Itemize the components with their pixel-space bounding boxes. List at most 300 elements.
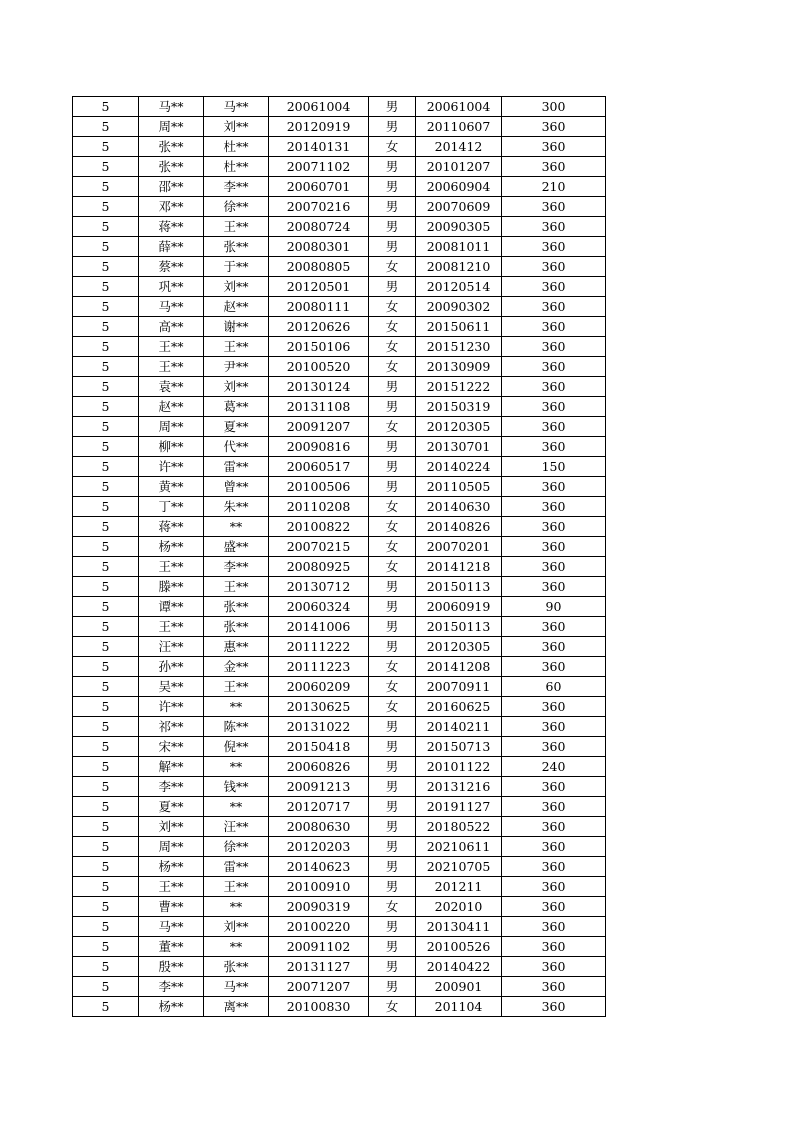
date-a-cell: 20140623 bbox=[269, 857, 369, 877]
table-row bbox=[73, 277, 606, 297]
amount-cell: 360 bbox=[502, 897, 606, 917]
grade-cell: 5 bbox=[73, 957, 139, 977]
date-b-cell: 20180522 bbox=[416, 817, 502, 837]
grade-cell: 5 bbox=[73, 597, 139, 617]
guardian-name-cell: 王** bbox=[204, 877, 269, 897]
grade-cell: 5 bbox=[73, 397, 139, 417]
date-a-cell: 20070216 bbox=[269, 197, 369, 217]
date-b-cell: 20070201 bbox=[416, 537, 502, 557]
table-row bbox=[73, 857, 606, 877]
date-b-cell: 20210611 bbox=[416, 837, 502, 857]
guardian-name-cell: 马** bbox=[204, 97, 269, 117]
date-b-cell: 20140224 bbox=[416, 457, 502, 477]
student-name-cell: 赵** bbox=[139, 397, 204, 417]
table-row bbox=[73, 257, 606, 277]
date-b-cell: 20130411 bbox=[416, 917, 502, 937]
date-a-cell: 20130625 bbox=[269, 697, 369, 717]
table-row bbox=[73, 817, 606, 837]
student-name-cell: 王** bbox=[139, 357, 204, 377]
date-b-cell: 20150713 bbox=[416, 737, 502, 757]
date-b-cell: 20070911 bbox=[416, 677, 502, 697]
date-b-cell: 20110505 bbox=[416, 477, 502, 497]
grade-cell: 5 bbox=[73, 197, 139, 217]
amount-cell: 360 bbox=[502, 337, 606, 357]
table-row bbox=[73, 537, 606, 557]
date-b-cell: 20060919 bbox=[416, 597, 502, 617]
amount-cell: 360 bbox=[502, 837, 606, 857]
amount-cell: 360 bbox=[502, 977, 606, 997]
date-b-cell: 20120305 bbox=[416, 417, 502, 437]
gender-cell: 男 bbox=[369, 97, 416, 117]
gender-cell: 男 bbox=[369, 797, 416, 817]
date-b-cell: 20100526 bbox=[416, 937, 502, 957]
grade-cell: 5 bbox=[73, 217, 139, 237]
gender-cell: 男 bbox=[369, 397, 416, 417]
grade-cell: 5 bbox=[73, 797, 139, 817]
grade-cell: 5 bbox=[73, 897, 139, 917]
grade-cell: 5 bbox=[73, 697, 139, 717]
gender-cell: 男 bbox=[369, 717, 416, 737]
table-row bbox=[73, 677, 606, 697]
gender-cell: 女 bbox=[369, 357, 416, 377]
date-a-cell: 20120203 bbox=[269, 837, 369, 857]
guardian-name-cell: 谢** bbox=[204, 317, 269, 337]
guardian-name-cell: 曾** bbox=[204, 477, 269, 497]
amount-cell: 360 bbox=[502, 257, 606, 277]
student-name-cell: 邓** bbox=[139, 197, 204, 217]
student-name-cell: 刘** bbox=[139, 817, 204, 837]
date-a-cell: 20141006 bbox=[269, 617, 369, 637]
amount-cell: 360 bbox=[502, 817, 606, 837]
amount-cell: 210 bbox=[502, 177, 606, 197]
guardian-name-cell: 李** bbox=[204, 557, 269, 577]
gender-cell: 男 bbox=[369, 917, 416, 937]
gender-cell: 男 bbox=[369, 737, 416, 757]
date-b-cell: 20130701 bbox=[416, 437, 502, 457]
grade-cell: 5 bbox=[73, 297, 139, 317]
table-row bbox=[73, 397, 606, 417]
amount-cell: 150 bbox=[502, 457, 606, 477]
table-row bbox=[73, 657, 606, 677]
table-row bbox=[73, 417, 606, 437]
student-name-cell: 宋** bbox=[139, 737, 204, 757]
grade-cell: 5 bbox=[73, 117, 139, 137]
guardian-name-cell: 陈** bbox=[204, 717, 269, 737]
grade-cell: 5 bbox=[73, 777, 139, 797]
guardian-name-cell: 朱** bbox=[204, 497, 269, 517]
grade-cell: 5 bbox=[73, 977, 139, 997]
table-row bbox=[73, 917, 606, 937]
gender-cell: 女 bbox=[369, 517, 416, 537]
date-b-cell: 20090305 bbox=[416, 217, 502, 237]
student-name-cell: 丁** bbox=[139, 497, 204, 517]
amount-cell: 360 bbox=[502, 417, 606, 437]
date-a-cell: 20120919 bbox=[269, 117, 369, 137]
grade-cell: 5 bbox=[73, 517, 139, 537]
amount-cell: 360 bbox=[502, 537, 606, 557]
guardian-name-cell: 杜** bbox=[204, 137, 269, 157]
table-row bbox=[73, 757, 606, 777]
guardian-name-cell: ** bbox=[204, 517, 269, 537]
date-a-cell: 20111223 bbox=[269, 657, 369, 677]
guardian-name-cell: 刘** bbox=[204, 917, 269, 937]
date-b-cell: 20140422 bbox=[416, 957, 502, 977]
date-a-cell: 20100822 bbox=[269, 517, 369, 537]
table-row bbox=[73, 737, 606, 757]
student-name-cell: 高** bbox=[139, 317, 204, 337]
date-a-cell: 20131127 bbox=[269, 957, 369, 977]
student-name-cell: 柳** bbox=[139, 437, 204, 457]
table-row bbox=[73, 317, 606, 337]
table-row bbox=[73, 837, 606, 857]
grade-cell: 5 bbox=[73, 457, 139, 477]
date-a-cell: 20140131 bbox=[269, 137, 369, 157]
amount-cell: 360 bbox=[502, 377, 606, 397]
table-row bbox=[73, 717, 606, 737]
date-a-cell: 20061004 bbox=[269, 97, 369, 117]
date-a-cell: 20080724 bbox=[269, 217, 369, 237]
date-b-cell: 20090302 bbox=[416, 297, 502, 317]
gender-cell: 女 bbox=[369, 677, 416, 697]
table-row bbox=[73, 377, 606, 397]
guardian-name-cell: 张** bbox=[204, 617, 269, 637]
student-name-cell: 王** bbox=[139, 557, 204, 577]
date-a-cell: 20100220 bbox=[269, 917, 369, 937]
student-name-cell: 吴** bbox=[139, 677, 204, 697]
grade-cell: 5 bbox=[73, 637, 139, 657]
guardian-name-cell: 倪** bbox=[204, 737, 269, 757]
grade-cell: 5 bbox=[73, 557, 139, 577]
gender-cell: 男 bbox=[369, 157, 416, 177]
gender-cell: 女 bbox=[369, 897, 416, 917]
gender-cell: 女 bbox=[369, 137, 416, 157]
guardian-name-cell: 刘** bbox=[204, 117, 269, 137]
date-a-cell: 20091207 bbox=[269, 417, 369, 437]
amount-cell: 360 bbox=[502, 137, 606, 157]
guardian-name-cell: ** bbox=[204, 797, 269, 817]
guardian-name-cell: 汪** bbox=[204, 817, 269, 837]
student-name-cell: 夏** bbox=[139, 797, 204, 817]
date-a-cell: 20080111 bbox=[269, 297, 369, 317]
amount-cell: 300 bbox=[502, 97, 606, 117]
date-a-cell: 20130124 bbox=[269, 377, 369, 397]
amount-cell: 360 bbox=[502, 357, 606, 377]
grade-cell: 5 bbox=[73, 357, 139, 377]
date-b-cell: 20101207 bbox=[416, 157, 502, 177]
table-row bbox=[73, 237, 606, 257]
date-a-cell: 20060826 bbox=[269, 757, 369, 777]
gender-cell: 男 bbox=[369, 277, 416, 297]
amount-cell: 360 bbox=[502, 517, 606, 537]
gender-cell: 男 bbox=[369, 437, 416, 457]
student-name-cell: 蒋** bbox=[139, 217, 204, 237]
gender-cell: 女 bbox=[369, 337, 416, 357]
guardian-name-cell: ** bbox=[204, 697, 269, 717]
amount-cell: 360 bbox=[502, 397, 606, 417]
grade-cell: 5 bbox=[73, 317, 139, 337]
amount-cell: 360 bbox=[502, 317, 606, 337]
table-row bbox=[73, 117, 606, 137]
gender-cell: 女 bbox=[369, 497, 416, 517]
guardian-name-cell: 张** bbox=[204, 597, 269, 617]
guardian-name-cell: 徐** bbox=[204, 197, 269, 217]
grade-cell: 5 bbox=[73, 477, 139, 497]
student-name-cell: 董** bbox=[139, 937, 204, 957]
gender-cell: 女 bbox=[369, 657, 416, 677]
date-b-cell: 20081011 bbox=[416, 237, 502, 257]
grade-cell: 5 bbox=[73, 417, 139, 437]
date-b-cell: 20151222 bbox=[416, 377, 502, 397]
gender-cell: 女 bbox=[369, 997, 416, 1017]
date-a-cell: 20060701 bbox=[269, 177, 369, 197]
table-row bbox=[73, 977, 606, 997]
student-name-cell: 杨** bbox=[139, 537, 204, 557]
date-b-cell: 20150611 bbox=[416, 317, 502, 337]
gender-cell: 男 bbox=[369, 117, 416, 137]
amount-cell: 360 bbox=[502, 577, 606, 597]
grade-cell: 5 bbox=[73, 497, 139, 517]
gender-cell: 男 bbox=[369, 577, 416, 597]
grade-cell: 5 bbox=[73, 337, 139, 357]
student-name-cell: 解** bbox=[139, 757, 204, 777]
date-b-cell: 20160625 bbox=[416, 697, 502, 717]
table-row bbox=[73, 877, 606, 897]
date-b-cell: 20150113 bbox=[416, 617, 502, 637]
amount-cell: 360 bbox=[502, 217, 606, 237]
table-row bbox=[73, 557, 606, 577]
grade-cell: 5 bbox=[73, 377, 139, 397]
gender-cell: 男 bbox=[369, 377, 416, 397]
date-b-cell: 20131216 bbox=[416, 777, 502, 797]
amount-cell: 360 bbox=[502, 937, 606, 957]
table-row bbox=[73, 897, 606, 917]
date-b-cell: 20081210 bbox=[416, 257, 502, 277]
grade-cell: 5 bbox=[73, 997, 139, 1017]
date-a-cell: 20111222 bbox=[269, 637, 369, 657]
grade-cell: 5 bbox=[73, 817, 139, 837]
gender-cell: 女 bbox=[369, 697, 416, 717]
guardian-name-cell: 尹** bbox=[204, 357, 269, 377]
grade-cell: 5 bbox=[73, 437, 139, 457]
gender-cell: 男 bbox=[369, 637, 416, 657]
date-a-cell: 20100506 bbox=[269, 477, 369, 497]
guardian-name-cell: 刘** bbox=[204, 377, 269, 397]
grade-cell: 5 bbox=[73, 277, 139, 297]
table-row bbox=[73, 497, 606, 517]
date-b-cell: 201211 bbox=[416, 877, 502, 897]
gender-cell: 女 bbox=[369, 417, 416, 437]
amount-cell: 360 bbox=[502, 237, 606, 257]
amount-cell: 360 bbox=[502, 957, 606, 977]
date-a-cell: 20100520 bbox=[269, 357, 369, 377]
amount-cell: 360 bbox=[502, 117, 606, 137]
student-name-cell: 蔡** bbox=[139, 257, 204, 277]
student-name-cell: 袁** bbox=[139, 377, 204, 397]
table-row bbox=[73, 437, 606, 457]
student-name-cell: 马** bbox=[139, 917, 204, 937]
date-a-cell: 20071102 bbox=[269, 157, 369, 177]
student-name-cell: 杨** bbox=[139, 857, 204, 877]
date-a-cell: 20090816 bbox=[269, 437, 369, 457]
gender-cell: 男 bbox=[369, 757, 416, 777]
guardian-name-cell: 夏** bbox=[204, 417, 269, 437]
amount-cell: 360 bbox=[502, 277, 606, 297]
guardian-name-cell: 王** bbox=[204, 217, 269, 237]
grade-cell: 5 bbox=[73, 917, 139, 937]
amount-cell: 360 bbox=[502, 617, 606, 637]
gender-cell: 男 bbox=[369, 597, 416, 617]
student-name-cell: 蒋** bbox=[139, 517, 204, 537]
grade-cell: 5 bbox=[73, 97, 139, 117]
student-name-cell: 邵** bbox=[139, 177, 204, 197]
grade-cell: 5 bbox=[73, 657, 139, 677]
data-table bbox=[72, 96, 606, 1017]
date-a-cell: 20060209 bbox=[269, 677, 369, 697]
date-b-cell: 20061004 bbox=[416, 97, 502, 117]
amount-cell: 240 bbox=[502, 757, 606, 777]
student-name-cell: 马** bbox=[139, 297, 204, 317]
student-name-cell: 殷** bbox=[139, 957, 204, 977]
date-a-cell: 20130712 bbox=[269, 577, 369, 597]
guardian-name-cell: 马** bbox=[204, 977, 269, 997]
date-a-cell: 20100910 bbox=[269, 877, 369, 897]
table-row bbox=[73, 997, 606, 1017]
student-name-cell: 王** bbox=[139, 877, 204, 897]
guardian-name-cell: 于** bbox=[204, 257, 269, 277]
date-a-cell: 20091213 bbox=[269, 777, 369, 797]
date-a-cell: 20150106 bbox=[269, 337, 369, 357]
guardian-name-cell: 雷** bbox=[204, 457, 269, 477]
guardian-name-cell: 杜** bbox=[204, 157, 269, 177]
student-name-cell: 祁** bbox=[139, 717, 204, 737]
guardian-name-cell: 葛** bbox=[204, 397, 269, 417]
guardian-name-cell: 王** bbox=[204, 577, 269, 597]
amount-cell: 360 bbox=[502, 857, 606, 877]
date-b-cell: 20140826 bbox=[416, 517, 502, 537]
table-row bbox=[73, 97, 606, 117]
guardian-name-cell: 王** bbox=[204, 337, 269, 357]
student-name-cell: 王** bbox=[139, 337, 204, 357]
date-b-cell: 20150319 bbox=[416, 397, 502, 417]
table-row bbox=[73, 517, 606, 537]
grade-cell: 5 bbox=[73, 877, 139, 897]
student-name-cell: 许** bbox=[139, 697, 204, 717]
date-a-cell: 20110208 bbox=[269, 497, 369, 517]
student-name-cell: 杨** bbox=[139, 997, 204, 1017]
student-name-cell: 黄** bbox=[139, 477, 204, 497]
table-row bbox=[73, 157, 606, 177]
date-b-cell: 20140630 bbox=[416, 497, 502, 517]
date-b-cell: 20141218 bbox=[416, 557, 502, 577]
table-row bbox=[73, 577, 606, 597]
student-name-cell: 李** bbox=[139, 777, 204, 797]
amount-cell: 360 bbox=[502, 877, 606, 897]
date-b-cell: 200901 bbox=[416, 977, 502, 997]
student-name-cell: 孙** bbox=[139, 657, 204, 677]
guardian-name-cell: ** bbox=[204, 937, 269, 957]
grade-cell: 5 bbox=[73, 757, 139, 777]
date-a-cell: 20131108 bbox=[269, 397, 369, 417]
date-a-cell: 20120626 bbox=[269, 317, 369, 337]
student-name-cell: 许** bbox=[139, 457, 204, 477]
table-row bbox=[73, 197, 606, 217]
student-name-cell: 巩** bbox=[139, 277, 204, 297]
amount-cell: 360 bbox=[502, 637, 606, 657]
grade-cell: 5 bbox=[73, 857, 139, 877]
date-b-cell: 20150113 bbox=[416, 577, 502, 597]
table-row bbox=[73, 777, 606, 797]
gender-cell: 女 bbox=[369, 557, 416, 577]
date-a-cell: 20080301 bbox=[269, 237, 369, 257]
date-a-cell: 20060324 bbox=[269, 597, 369, 617]
guardian-name-cell: 王** bbox=[204, 677, 269, 697]
date-a-cell: 20080925 bbox=[269, 557, 369, 577]
gender-cell: 女 bbox=[369, 537, 416, 557]
date-b-cell: 20110607 bbox=[416, 117, 502, 137]
date-b-cell: 201412 bbox=[416, 137, 502, 157]
guardian-name-cell: 张** bbox=[204, 237, 269, 257]
table-row bbox=[73, 617, 606, 637]
student-name-cell: 张** bbox=[139, 157, 204, 177]
table-row bbox=[73, 957, 606, 977]
date-a-cell: 20120717 bbox=[269, 797, 369, 817]
gender-cell: 男 bbox=[369, 817, 416, 837]
amount-cell: 360 bbox=[502, 437, 606, 457]
grade-cell: 5 bbox=[73, 717, 139, 737]
date-b-cell: 20191127 bbox=[416, 797, 502, 817]
gender-cell: 男 bbox=[369, 457, 416, 477]
date-b-cell: 20120514 bbox=[416, 277, 502, 297]
grade-cell: 5 bbox=[73, 157, 139, 177]
table-row bbox=[73, 637, 606, 657]
grade-cell: 5 bbox=[73, 837, 139, 857]
table-row bbox=[73, 137, 606, 157]
date-a-cell: 20100830 bbox=[269, 997, 369, 1017]
guardian-name-cell: 钱** bbox=[204, 777, 269, 797]
table-row bbox=[73, 357, 606, 377]
guardian-name-cell: ** bbox=[204, 897, 269, 917]
table-row bbox=[73, 177, 606, 197]
date-b-cell: 20140211 bbox=[416, 717, 502, 737]
gender-cell: 男 bbox=[369, 937, 416, 957]
gender-cell: 女 bbox=[369, 257, 416, 277]
gender-cell: 女 bbox=[369, 297, 416, 317]
date-a-cell: 20150418 bbox=[269, 737, 369, 757]
guardian-name-cell: 刘** bbox=[204, 277, 269, 297]
gender-cell: 男 bbox=[369, 197, 416, 217]
grade-cell: 5 bbox=[73, 937, 139, 957]
grade-cell: 5 bbox=[73, 177, 139, 197]
date-a-cell: 20060517 bbox=[269, 457, 369, 477]
student-name-cell: 周** bbox=[139, 117, 204, 137]
gender-cell: 男 bbox=[369, 617, 416, 637]
amount-cell: 360 bbox=[502, 657, 606, 677]
table-row bbox=[73, 937, 606, 957]
student-name-cell: 周** bbox=[139, 837, 204, 857]
gender-cell: 男 bbox=[369, 217, 416, 237]
table-row bbox=[73, 597, 606, 617]
guardian-name-cell: ** bbox=[204, 757, 269, 777]
amount-cell: 360 bbox=[502, 197, 606, 217]
table-row bbox=[73, 217, 606, 237]
grade-cell: 5 bbox=[73, 257, 139, 277]
guardian-name-cell: 金** bbox=[204, 657, 269, 677]
amount-cell: 360 bbox=[502, 557, 606, 577]
amount-cell: 360 bbox=[502, 497, 606, 517]
guardian-name-cell: 李** bbox=[204, 177, 269, 197]
student-name-cell: 薛** bbox=[139, 237, 204, 257]
date-b-cell: 20130909 bbox=[416, 357, 502, 377]
